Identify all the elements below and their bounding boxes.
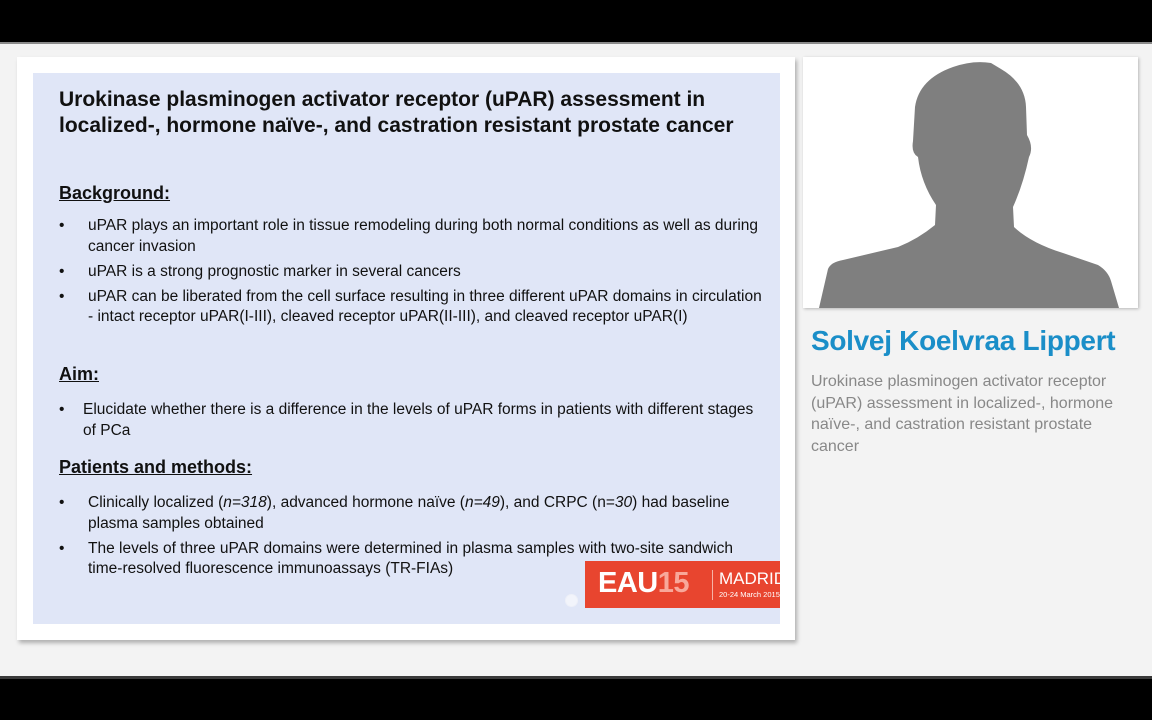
slide-card: [17, 57, 795, 640]
list-item: • The levels of three uPAR domains were determined in plasma samples with two-site sandwich time-resolved fluorescence immunoassays (TR-FIAs): [59, 539, 733, 577]
background-heading: Background:: [59, 183, 171, 203]
eau15-madrid-logo: EAU15 MADRID 20-24 March 2015: [585, 561, 780, 608]
bullet-icon: •: [59, 494, 65, 511]
list-item: • Clinically localized (n=318), advanced hormone naïve (n=49), and CRPC (n=30) had baseline plasma samples obtained: [59, 494, 730, 532]
watermark-circle-icon: [565, 594, 578, 607]
list-item: • Elucidate whether there is a difference in the levels of uPAR forms in patients with different stages of PCa: [59, 401, 754, 439]
talk-title: Urokinase plasminogen activator receptor (uPAR) assessment in localized-, hormone naïve-, and castration resistant prostate cancer: [811, 373, 1114, 456]
speaker-photo: [803, 57, 1138, 308]
logo-divider: [712, 570, 713, 600]
methods-heading: Patients and methods:: [59, 457, 253, 477]
background-bullets: [59, 216, 769, 332]
aim-bullets: [59, 400, 769, 446]
bullet-icon: •: [59, 539, 65, 557]
top-letterbox-bar: [0, 0, 1152, 42]
presentation-slide: [33, 73, 787, 624]
bullet-icon: •: [59, 401, 65, 418]
bottom-letterbox-bar: [0, 676, 1152, 720]
list-item: • uPAR is a strong prognostic marker in several cancers: [59, 262, 769, 283]
list-item: • uPAR can be liberated from the cell surface resulting in three different uPAR domains in circulation - intact receptor uPAR(I-III), cleaved receptor uPAR(II-III), and cleaved receptor uPAR(I): [59, 287, 762, 325]
bullet-icon: •: [59, 287, 65, 305]
aim-heading: Aim:: [59, 364, 99, 384]
bullet-icon: •: [59, 217, 65, 234]
slide-title: Urokinase plasminogen activator receptor (uPAR) assessment in localized-, hormone naïve-, and castration resistant prostate cancer: [59, 88, 734, 137]
person-silhouette-icon: [803, 57, 1138, 308]
list-item: • uPAR plays an important role in tissue remodeling during both normal conditions as well as during cancer invasion: [59, 217, 759, 255]
bullet-icon: •: [59, 262, 65, 280]
speaker-name: Solvej Koelvraa Lippert: [811, 325, 1116, 356]
